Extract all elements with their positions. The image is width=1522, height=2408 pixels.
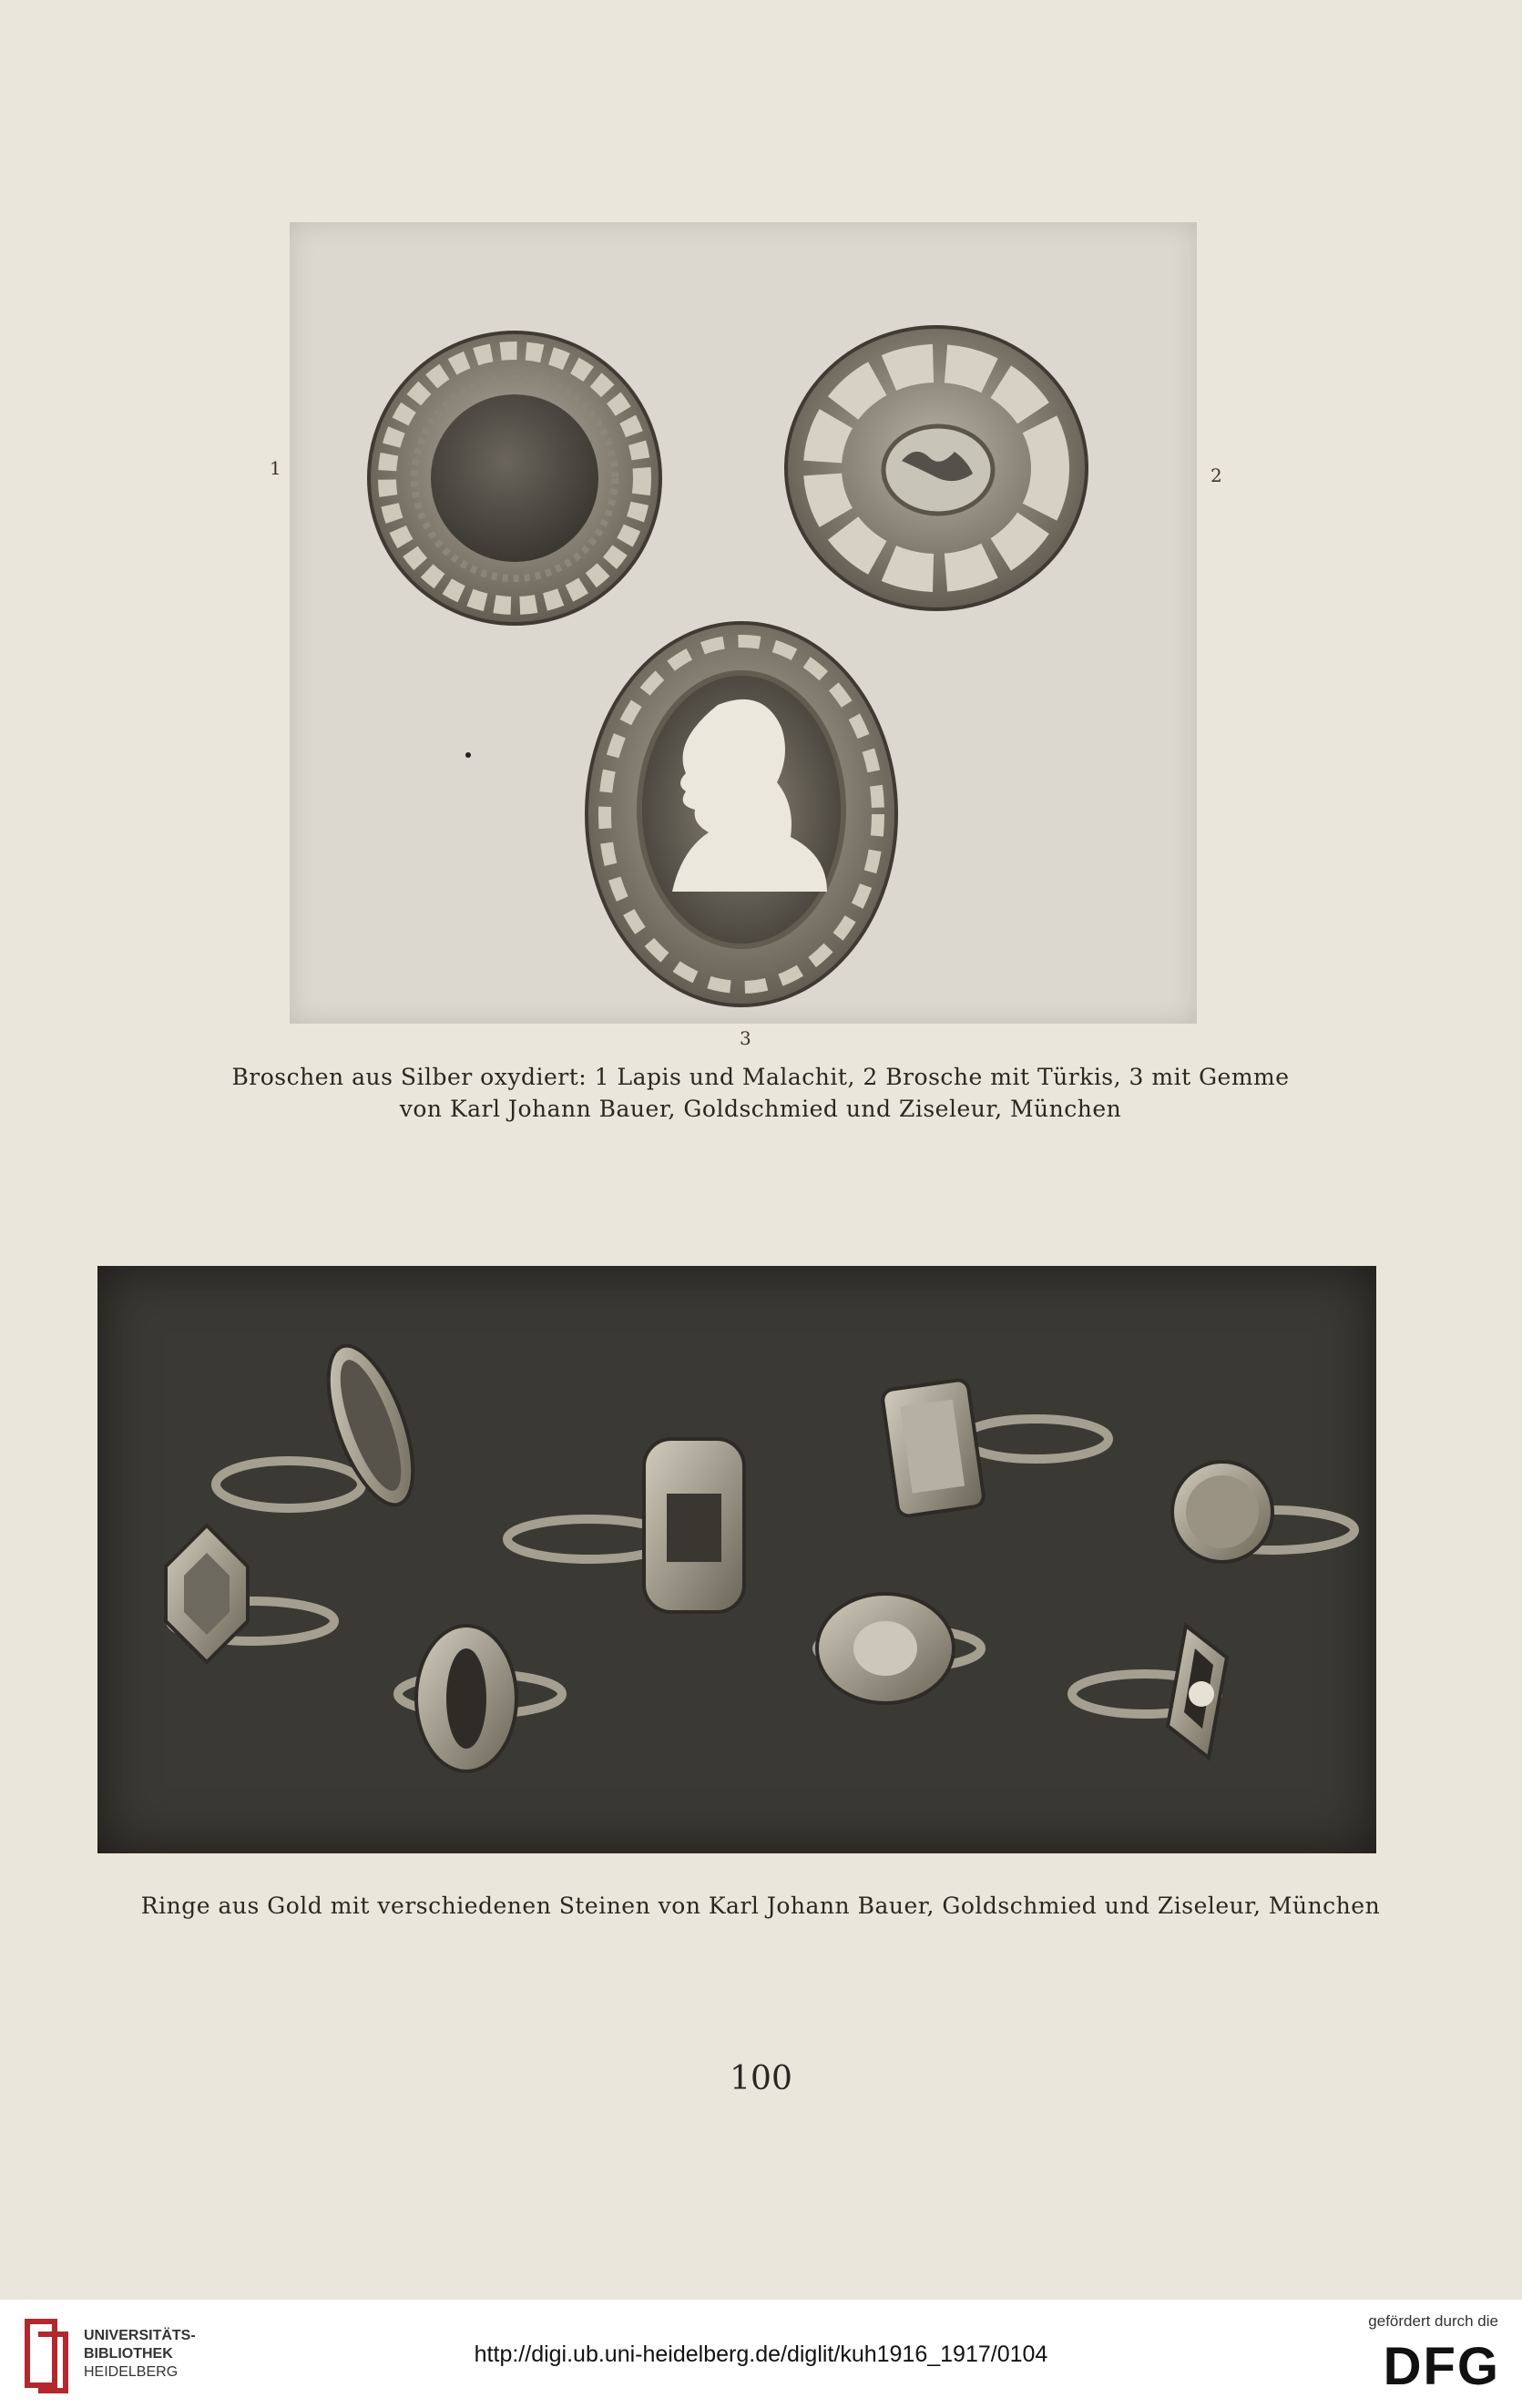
page-number: 100 [730, 2060, 792, 2097]
brooch-3 [587, 623, 896, 1005]
brooches-illustration [290, 222, 1197, 1024]
rings-photo [97, 1266, 1376, 1853]
ring-5 [166, 1525, 334, 1662]
logo-line-1: UNIVERSITÄTS- [84, 2328, 196, 2343]
dfg-logo: DFG [1383, 2337, 1500, 2396]
ring-8 [1072, 1626, 1227, 1758]
ring-1 [216, 1335, 430, 1515]
ring-7 [817, 1594, 981, 1703]
brooches-caption-line2: von Karl Johann Bauer, Goldschmied und Ziseleur, München [399, 1096, 1122, 1122]
ring-2 [507, 1439, 744, 1612]
brooch-label-1: 1 [270, 457, 281, 479]
source-url-link[interactable]: http://digi.ub.uni-heidelberg.de/diglit/kuh1916_1917/0104 [474, 2342, 1048, 2367]
brooches-caption-line1: Broschen aus Silber oxydiert: 1 Lapis und Malachit, 2 Brosche mit Türkis, 3 mit Gemme [231, 1064, 1290, 1090]
brooch-2 [786, 327, 1087, 609]
brooches-photo [290, 222, 1197, 1024]
brooch-1 [369, 332, 660, 624]
footer-bar [0, 2300, 1522, 2408]
ring-6 [398, 1626, 562, 1771]
rings-illustration [97, 1266, 1376, 1853]
sponsor-text: gefördert durch die [1368, 2312, 1498, 2330]
ring-3 [882, 1379, 1108, 1517]
rings-caption: Ringe aus Gold mit verschiedenen Steinen von Karl Johann Bauer, Goldschmied und Ziseleur, München [140, 1893, 1381, 1919]
brooch-label-3: 3 [740, 1027, 751, 1049]
ring-4 [1172, 1462, 1354, 1562]
brooch-label-2: 2 [1210, 464, 1222, 486]
logo-line-3: HEIDELBERG [84, 2364, 179, 2380]
logo-line-2: BIBLIOTHEK [84, 2346, 173, 2362]
